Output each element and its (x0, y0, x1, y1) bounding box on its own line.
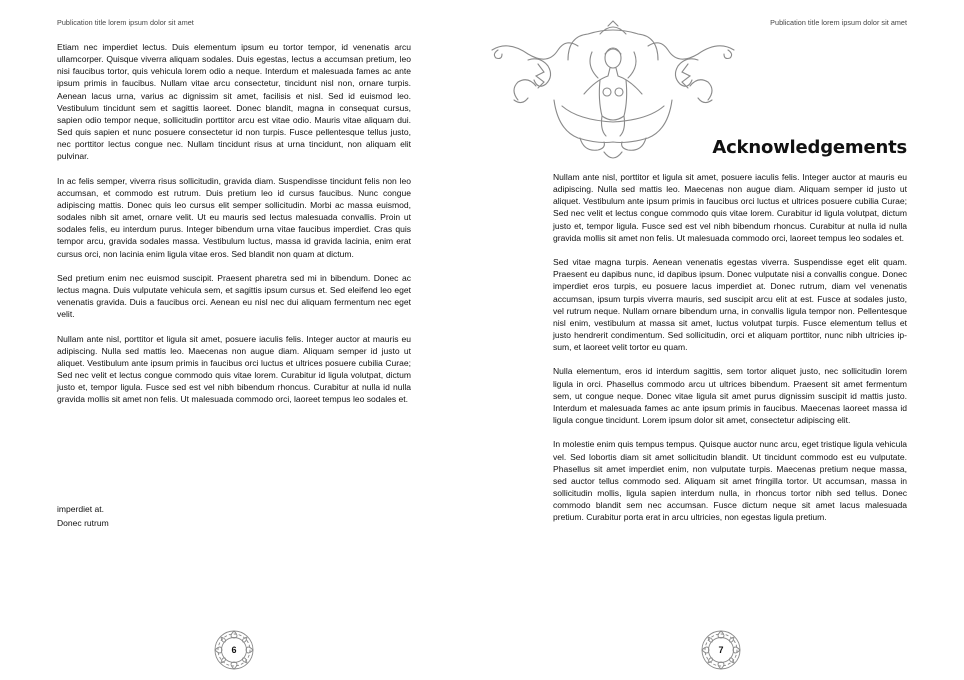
page-number: 7 (718, 645, 724, 655)
paragraph: Nulla elementum, eros id interdum sagittis, sem tortor aliquet justo, nec sollicitudin lorem ligula in orci. Phasellus commodo arcu ut ultrices bibendum. Praesent sit amet fermentum sem, ut congue neque. Donec vitae ligula sit amet purus dignissim suscipit id mattis justo. Interdum et malesuada fames ac ante ipsum primis in faucibus. Maecenas laoreet massa id ligula congue tincidunt. Lorem ipsum dolor sit amet, consectetur adipiscing elit. (553, 366, 907, 426)
paragraph: Sed pretium enim nec euismod suscipit. Praesent pharetra sed mi in bibendum. Donec ac lectus magna. Duis vulputate vehicula sem, et sagittis ipsum cursus et. Sed eleifend leo eget venenatis gravida. Duis a faucibus orci. Aenean eu nisl nec dui aliquam fermentum nec eget velit. (57, 272, 411, 320)
running-head: Publication title lorem ipsum dolor sit amet (57, 18, 194, 27)
running-head: Publication title lorem ipsum dolor sit amet (770, 18, 907, 27)
paragraph: In ac felis semper, viverra risus sollicitudin, gravida diam. Suspendisse tincidunt felis non leo accumsan, et commodo est rutrum. Duis pretium leo id cursus faucibus. Nunc congue adipiscing mattis. Donec quis leo cursus elit semper sollicitudin. Morbi ac massa euismod, sodales nibh sit amet, ornare velit. Ut eu mauris sed lectus malesuada convallis. Proin ut sodales felis, eu interdum purus. Integer bibendum urna vitae faucibus imperdiet. Cras quis tempor arcu, gravida sodales massa. Vestibulum luctus, massa id gravida lacinia, enim erat cursus orci, non lacinia enim ligula vitae eros. Sed blandit non quam at dictum. (57, 175, 411, 259)
body-text (553, 171, 907, 536)
caryatid-ornament-icon (488, 20, 738, 165)
paragraph: Sed vitae magna turpis. Aenean venenatis egestas viverra. Suspendisse eget elit quam. Praesent eu dapibus nunc, id dapibus ipsum. Donec vulputate nisi a convallis congue. Donec imperdiet eros turpis, eu posuere lacus imperdiet at. Donec rutrum, diam vel venenatis accumsan, ipsum turpis viverra mauris, sed suscipit arcu elit at est. Fusce at sodales justo, vel rutrum neque. Nullam ornare bibendum urna, in convallis ligula tempor non. Pellentesque nisl enim, vestibulum at massa sit amet, luctus volutpat turpis. Fusce elementum tellus et justo hendrerit condimentum. Sed sollicitudin, orci et aliquam porttitor, nunc nibh ultricies ipsum, et laoreet velit tortor eu quam. (553, 257, 907, 353)
page-number: 6 (231, 645, 237, 655)
page-number-badge (700, 629, 742, 671)
paragraph: Nullam ante nisl, porttitor et ligula sit amet, posuere iaculis felis. Integer auctor at mauris eu adipiscing. Nulla sed mattis leo. Maecenas non augue diam. Aliquam semper id justo ut aliquet. Vestibulum ante ipsum primis in faucibus orci luctus et ultrices posuere cubilia Curae; Sed nec velit et lectus congue commodo quis vitae lorem. Curabitur id ligula volutpat, dictum justo et, tempor ligula. Fusce sed est vel nibh bibendum rhoncus. Curabitur at nulla id nulla gravida mollis sit amet non felis. Ut malesuada commodo orci, laoreet tempus leo sodales et. (553, 172, 907, 243)
trailing-line: Donec rutrum (57, 517, 109, 528)
paragraph: Nullam ante nisl, porttitor et ligula sit amet, posuere iaculis felis. Integer auctor at mauris eu adipiscing. Nulla sed mattis leo. Maecenas non augue diam. Aliquam semper id justo ut aliquet. Vestibulum ante ipsum primis in faucibus orci luctus et ultrices posuere cubilia Curae; Sed nec velit et lectus congue commodo quis vitae lorem. Curabitur id ligula volutpat, dictum justo et, tempor ligula. Fusce sed est vel nibh bibendum rhoncus. Curabitur at nulla id nulla gravida mollis sit amet non felis. Ut malesuada commodo orci, laoreet tempus leo sodales et. (57, 333, 411, 405)
page-number-badge (213, 629, 255, 671)
right-page (482, 0, 964, 680)
body-text (57, 41, 411, 418)
paragraph: In molestie enim quis tempus tempus. Quisque auctor nunc arcu, eget tristique ligula vehicula vel. Sed lobortis diam sit amet sollicitudin blandit. Ut tincidunt commodo est eu vulputate. Phasellus sit amet imperdiet enim, non vulputate turpis. Maecenas pretium neque massa, sed auctor tellus commodo sed. Aliquam sit amet fringilla tortor. Ut accumsan, massa in sollicitudin mollis, ligula sapien interdum nulla, in rhoncus tortor nibh sed tellus. Donec commodo blandit sem nec accumsan. Fusce dictum neque sit amet lacus malesuada pretium. Curabitur porta erat in arcu ultricies, non egestas ligula pretium. (553, 439, 907, 523)
paragraph: Etiam nec imperdiet lectus. Duis elementum ipsum eu tortor tempor, id venenatis arcu ullamcorper. Quisque viverra aliquam sodales. Duis egestas, lectus a accumsan pretium, leo nisi faucibus tortor, quis vehicula lorem odio a neque. Interdum et malesuada fames ac ante ipsum primis in faucibus. Nullam vitae arcu consectetur, tincidunt nisl non, ornare turpis. Aenean lacus urna, varius ac dignissim sit amet, facilisis et nisl. Sed id euismod leo. Vestibulum tincidunt sem et sagittis laoreet. Donec blandit, magna in consequat cursus, sapien odio tempor neque, sollicitudin porttitor arcu est vitae odio. Mauris vitae aliquam dui. Sed quis sapien et nunc posuere consectetur id non turpis. Fusce pellentesque tellus justo, nec porttitor lectus congue nec. Nullam tincidunt risus at urna tincidunt, non aliquam elit pulvinar. (57, 42, 411, 162)
section-heading: Acknowledgements (712, 137, 907, 158)
trailing-lines (57, 503, 109, 530)
trailing-line: imperdiet at. (57, 504, 105, 514)
